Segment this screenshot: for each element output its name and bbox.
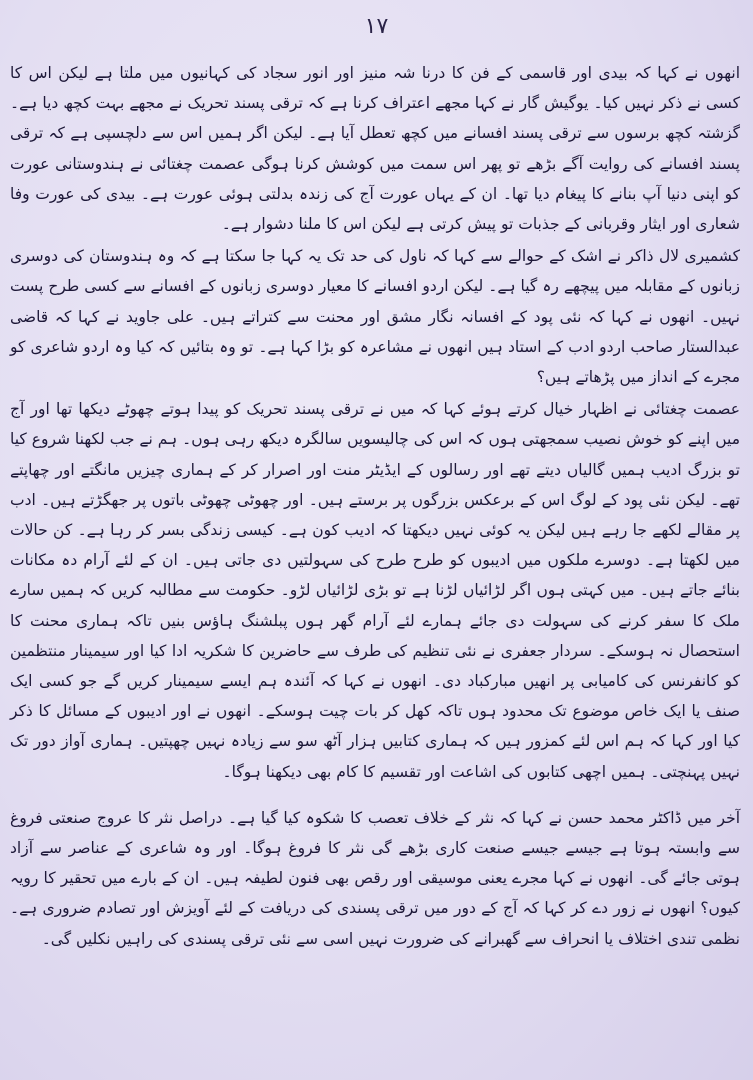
page-number: ١٧ (364, 14, 389, 39)
paragraph-1: انھوں نے کہا کہ بیدی اور قاسمی کے فن کا درنا شہ منیز اور انور سجاد کی کہانیوں میں ملتا ہے لیکن اس کا کسی نے ذکر نہیں کیا۔ یوگیش گار نے کہا مجھے اعتراف کرنا ہے کہ ترقی پسند تحریک نے مجھے بہت کچھ دیا ہے۔ گزشتہ کچھ برسوں سے ترقی پسند افسانے میں کچھ تعطل آیا ہے۔ لیکن اگر ہمیں اس سے دلچسپی ہے کہ ترقی پسند افسانے کی روایت آگے بڑھے تو پھر اس سمت میں کوشش کرنا ہوگی عصمت چغتائی نے ہندوستانی عورت کو اپنی دنیا آپ بنانے کا پیغام دیا تھا۔ ان کے یہاں عورت آج کی زندہ بدلتی ہوئی عورت ہے۔ بیدی کی عورت وفا شعاری اور ایثار وقربانی کے جذبات تو پیش کرتی ہے لیکن اس کا ملنا دشوار ہے۔ (10, 64, 740, 234)
body-text (10, 58, 740, 956)
paragraph-4: آخر میں ڈاکٹر محمد حسن نے کہا کہ نثر کے خلاف تعصب کا شکوہ کیا گیا ہے۔ دراصل نثر کا عروج صنعتی فروغ سے وابستہ ہوتا ہے جیسے جیسے صنعت کاری بڑھے گی نثر کا فروغ ہوگا۔ اور وہ شاعری کے عناصر سے آزاد ہوتی جائے گی۔ انھوں نے کہا مجرے یعنی موسیقی اور رقص بھی فنون لطیفہ ہیں۔ ان کے بارے میں تحقیر کا رویہ کیوں؟ انھوں نے زور دے کر کہا کہ آج کے دور میں ترقی پسندی کی دریافت کے لئے آویزش اور تصادم ضروری ہے۔ نظمی تندی اختلاف یا انحراف سے گھبرانے کی ضرورت نہیں اسی سے نئی ترقی پسندی کی راہیں نکلیں گی۔ (10, 808, 740, 948)
paragraph-3: عصمت چغتائی نے اظہار خیال کرتے ہوئے کہا کہ میں نے ترقی پسند تحریک کو پیدا ہوتے چھوٹے دیکھا تھا اور آج میں اپنے کو خوش نصیب سمجھتی ہوں کہ اس کی چالیسویں سالگرہ دیکھ رہی ہوں۔ ہم نے جب لکھنا شروع کیا تو بزرگ ادیب ہمیں گالیاں دیتے تھے اور رسالوں کے ایڈیٹر منت اور اصرار کر کے ہماری چیزیں مانگتے اور چھاپتے تھے۔ لیکن نئی پود کے لوگ اس کے برعکس بزرگوں پر برستے ہیں۔ اور چھوٹی چھوٹی باتوں پر جھگڑتے ہیں۔ ادب پر مقالے لکھے جا رہے ہیں لیکن یہ کوئی نہیں دیکھتا کہ ادیب کون ہے۔ کیسی زندگی بسر کر رہا ہے۔ کن حالات میں لکھتا ہے۔ دوسرے ملکوں میں ادیبوں کو طرح طرح کی سہولتیں دی جاتی ہیں۔ ان کے لئے آرام دہ مکانات بنائے جاتے ہیں۔ میں کہتی ہوں اگر لڑائیاں لڑنا ہے تو بڑی لڑائیاں لڑو۔ حکومت سے مطالبہ کریں کہ ہمیں سارے ملک کا سفر کرنے کی سہولت دی جائے ہمارے لئے آرام گھر ہوں پبلشنگ ہاؤس بنیں تاکہ ہماری محنت کا استحصال نہ ہوسکے۔ سردار جعفری نے نئی تنظیم کی طرف سے حاضرین کا شکریہ ادا کیا اور سیمینار منتظمین کو کانفرنس کی کامیابی پر انھیں مبارکباد دی۔ انھوں نے کہا کہ آئندہ ہم ایسے سیمینار کریں گے جو کسی ایک صنف یا ایک خاص موضوع تک محدود ہوں تاکہ کھل کر بات چیت ہوسکے۔ انھوں نے اور ادیبوں کے مسائل کا ذکر کیا اور کہا کہ ہم اس لئے کمزور ہیں کہ ہماری کتابیں ہزار آٹھ سو سے زیادہ نہیں چھپتیں۔ ہماری آواز دور تک نہیں پہنچتی۔ ہمیں اچھی کتابوں کی اشاعت اور تقسیم کا کام بھی دیکھنا ہوگا۔ (10, 400, 740, 781)
paragraph-2: کشمیری لال ذاکر نے اشک کے حوالے سے کہا کہ ناول کی حد تک یہ کہا جا سکتا ہے کہ وہ ہندوستان کی دوسری زبانوں کے مقابلہ میں پیچھے رہ گیا ہے۔ لیکن اردو افسانے کا معیار دوسری زبانوں کے افسانے سے کسی طرح پست نہیں۔ انھوں نے کہا کہ نئی پود کے افسانہ نگار مشق اور محنت سے کتراتے ہیں۔ علی جاوید نے کہا کہ قاضی عبدالستار صاحب اردو ادب کے استاد ہیں انھوں نے مشاعرہ کو بڑا کہا ہے۔ تو وہ بتائیں کہ کیا وہ اردو شاعری کو مجرے کے انداز میں پڑھاتے ہیں؟ (10, 247, 740, 387)
